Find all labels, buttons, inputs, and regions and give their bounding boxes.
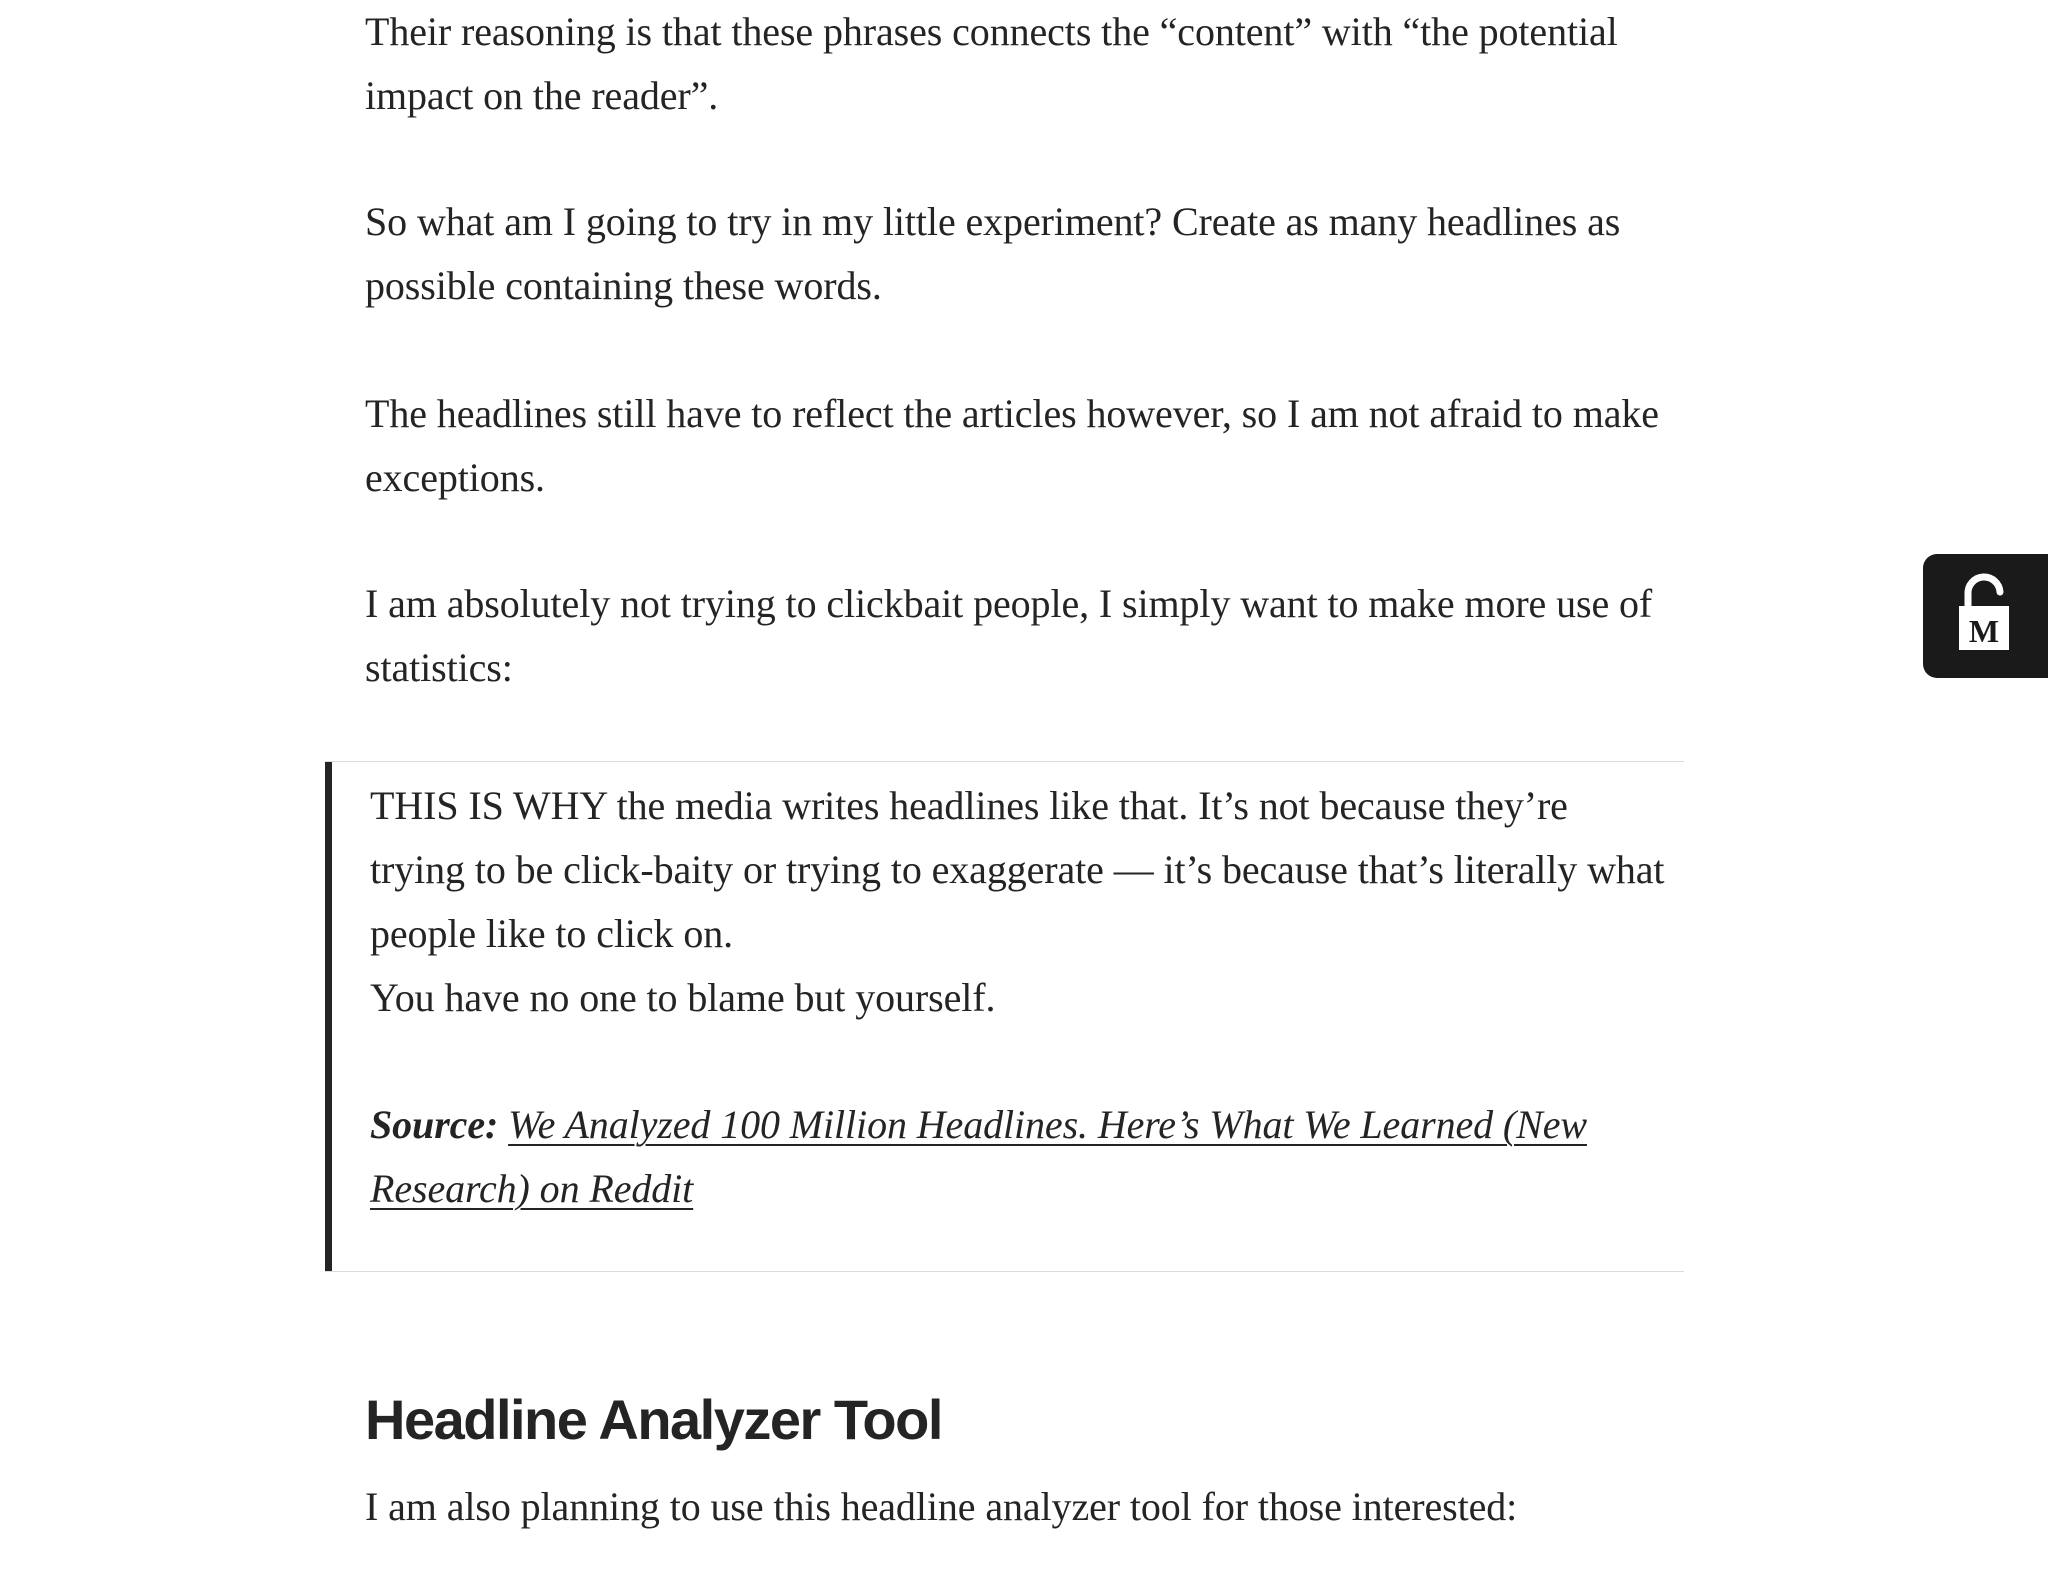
blockquote-bar	[325, 762, 332, 1271]
member-lock-icon	[1923, 554, 2048, 678]
member-only-badge[interactable]	[1923, 554, 2048, 678]
quote-paragraph: THIS IS WHY the media writes headlines like that. It’s not because they’re trying to be click-baity or trying to exaggerate — it’s because that’s literally what people like to click on.	[370, 783, 1665, 956]
section-heading: Headline Analyzer Tool	[365, 1388, 942, 1451]
article-paragraph: I am absolutely not trying to clickbait people, I simply want to make more use of statistics:	[365, 581, 1653, 690]
blockquote	[325, 761, 1684, 1272]
article-paragraph: The headlines still have to reflect the articles however, so I am not afraid to make exceptions.	[365, 391, 1659, 500]
source-link[interactable]: We Analyzed 100 Million Headlines. Here’s What We Learned (New Research) on Reddit	[370, 1102, 1587, 1211]
article-paragraph: So what am I going to try in my little experiment? Create as many headlines as possible containing these words.	[365, 199, 1621, 308]
article-paragraph: Their reasoning is that these phrases connects the “content” with “the potential impact on the reader”.	[365, 9, 1618, 118]
source-label: Source:	[370, 1102, 499, 1147]
quote-paragraph: You have no one to blame but yourself.	[370, 975, 996, 1020]
member-badge-letter: M	[1968, 613, 2000, 649]
quote-source	[370, 1093, 1670, 1221]
article-paragraph: I am also planning to use this headline analyzer tool for those interested:	[365, 1484, 1518, 1529]
